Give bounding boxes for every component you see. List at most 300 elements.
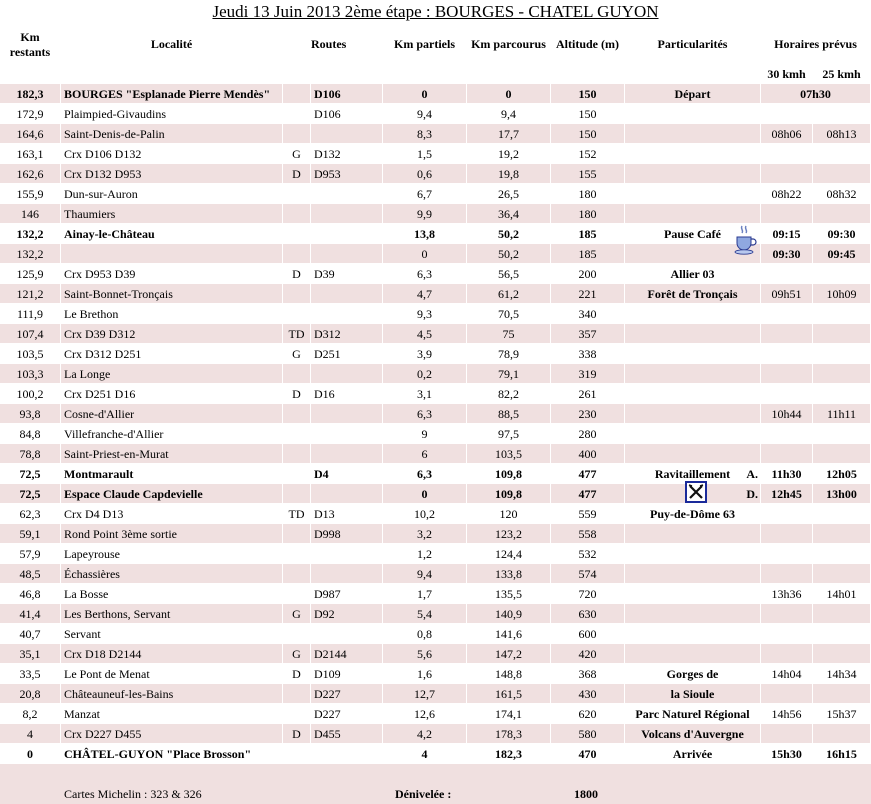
km-restants-cell: 146 [0,204,61,224]
localite-cell: Villefranche-d'Allier [61,424,283,444]
localite-cell: La Longe [61,364,283,384]
km-partiels-cell: 4,5 [383,324,467,344]
particularites-cell [625,624,761,644]
localite-cell: Crx D953 D39 [61,264,283,284]
direction-cell [283,524,311,544]
particularites-text: Gorges de [666,666,719,681]
km-parcourus-cell: 79,1 [467,364,551,384]
table-row [0,624,871,644]
altitude-cell: 477 [551,464,625,484]
km-partiels-cell: 9,4 [383,104,467,124]
particularites-cell [625,124,761,144]
direction-cell [283,464,311,484]
table-row [0,324,871,344]
localite-cell [61,244,283,264]
horaire-25-cell: 10h09 [813,284,871,304]
table-row [0,544,871,564]
horaire-30-cell: 09h51 [761,284,813,304]
direction-cell [283,704,311,724]
table-header [0,26,871,64]
table-row [0,524,871,544]
table-row [0,604,871,624]
route-cell [311,544,383,564]
particularites-cell [625,344,761,364]
km-parcourus-cell: 61,2 [467,284,551,304]
km-parcourus-cell: 56,5 [467,264,551,284]
km-partiels-cell: 3,1 [383,384,467,404]
arrival-departure-marker: A. [746,466,758,481]
particularites-cell [625,424,761,444]
direction-cell [283,224,311,244]
km-parcourus-cell: 120 [467,504,551,524]
altitude-cell: 200 [551,264,625,284]
horaire-30-cell [761,144,813,164]
altitude-cell: 152 [551,144,625,164]
route-cell [311,204,383,224]
table-row [0,584,871,604]
km-partiels-cell: 0,2 [383,364,467,384]
header-speed-25: 25 kmh [813,64,871,84]
km-restants-cell: 57,9 [0,544,61,564]
localite-cell: Crx D132 D953 [61,164,283,184]
localite-cell: Ainay-le-Château [61,224,283,244]
km-restants-cell: 155,9 [0,184,61,204]
direction-cell [283,284,311,304]
horaire-25-cell: 15h37 [813,704,871,724]
table-row [0,404,871,424]
particularites-text: Pause Café [664,226,721,241]
altitude-cell: 720 [551,584,625,604]
km-partiels-cell: 9,4 [383,564,467,584]
altitude-cell: 319 [551,364,625,384]
table-row [0,364,871,384]
route-cell: D106 [311,84,383,104]
localite-cell: Espace Claude Capdevielle [61,484,283,504]
horaire-25-cell: 11h11 [813,404,871,424]
route-cell [311,484,383,504]
km-parcourus-cell: 147,2 [467,644,551,664]
particularites-cell [625,84,761,104]
table-row [0,484,871,504]
direction-cell [283,424,311,444]
horaire-30-cell [761,724,813,744]
km-partiels-cell: 9,9 [383,204,467,224]
km-partiels-cell: 4 [383,744,467,764]
route-cell: D987 [311,584,383,604]
direction-cell: D [283,664,311,684]
km-parcourus-cell: 78,9 [467,344,551,364]
localite-cell: Saint-Denis-de-Palin [61,124,283,144]
direction-cell: G [283,644,311,664]
localite-cell: Saint-Bonnet-Tronçais [61,284,283,304]
localite-cell: Les Berthons, Servant [61,604,283,624]
particularites-cell [625,604,761,624]
localite-cell: Crx D106 D132 [61,144,283,164]
header-localite: Localité [61,26,283,64]
horaire-25-cell: 09:45 [813,244,871,264]
km-partiels-cell: 1,6 [383,664,467,684]
direction-cell [283,304,311,324]
localite-cell: Crx D4 D13 [61,504,283,524]
km-restants-cell: 162,6 [0,164,61,184]
table-row [0,424,871,444]
altitude-cell: 150 [551,124,625,144]
altitude-cell: 368 [551,664,625,684]
localite-cell: Échassières [61,564,283,584]
particularites-cell [625,744,761,764]
altitude-cell: 357 [551,324,625,344]
km-parcourus-cell: 70,5 [467,304,551,324]
km-partiels-cell: 12,6 [383,704,467,724]
horaire-30-cell [761,564,813,584]
particularites-text: la Sioule [670,686,715,701]
localite-cell: Crx D227 D455 [61,724,283,744]
km-restants-cell: 20,8 [0,684,61,704]
route-cell: D16 [311,384,383,404]
km-parcourus-cell: 148,8 [467,664,551,684]
km-parcourus-cell: 109,8 [467,484,551,504]
localite-cell: Saint-Priest-en-Murat [61,444,283,464]
horaire-25-cell [813,264,871,284]
table-row [0,264,871,284]
route-cell [311,564,383,584]
altitude-cell: 558 [551,524,625,544]
altitude-cell: 430 [551,684,625,704]
horaire-25-cell [813,544,871,564]
km-restants-cell: 132,2 [0,244,61,264]
direction-cell [283,364,311,384]
localite-cell: Montmarault [61,464,283,484]
horaire-25-cell [813,644,871,664]
altitude-cell: 574 [551,564,625,584]
particularites-cell [625,444,761,464]
km-restants-cell: 132,2 [0,224,61,244]
km-restants-cell: 35,1 [0,644,61,664]
direction-cell: G [283,344,311,364]
km-partiels-cell: 6,3 [383,464,467,484]
header-km-restants: Km restants [0,26,61,64]
particularites-cell [625,504,761,524]
route-cell [311,744,383,764]
particularites-cell [625,664,761,684]
denivele-value: 1800 [574,787,598,801]
particularites-cell [625,564,761,584]
altitude-cell: 280 [551,424,625,444]
direction-cell: D [283,384,311,404]
horaire-25-cell [813,624,871,644]
direction-cell [283,124,311,144]
particularites-cell [625,684,761,704]
particularites-cell [625,304,761,324]
table-subheader [0,64,871,84]
localite-cell: Lapeyrouse [61,544,283,564]
altitude-cell: 185 [551,224,625,244]
route-cell [311,124,383,144]
localite-cell: Dun-sur-Auron [61,184,283,204]
maps-reference: Cartes Michelin : 323 & 326 [64,787,202,801]
horaire-30-cell [761,544,813,564]
horaire-25-cell: 09:30 [813,224,871,244]
altitude-cell: 261 [551,384,625,404]
altitude-cell: 420 [551,644,625,664]
horaire-30-cell: 15h30 [761,744,813,764]
table-row [0,304,871,324]
arrival-departure-marker: D. [746,486,758,501]
horaire-30-cell [761,624,813,644]
route-cell: D4 [311,464,383,484]
particularites-text: Ravitaillement [654,466,731,481]
localite-cell: Manzat [61,704,283,724]
header-km-partiels: Km partiels [383,26,467,64]
km-parcourus-cell: 50,2 [467,244,551,264]
altitude-cell: 150 [551,104,625,124]
route-cell: D251 [311,344,383,364]
particularites-text: Arrivée [672,746,713,761]
altitude-cell: 185 [551,244,625,264]
altitude-cell: 559 [551,504,625,524]
route-cell: D109 [311,664,383,684]
altitude-cell: 180 [551,184,625,204]
direction-cell: G [283,144,311,164]
table-row [0,124,871,144]
table-row [0,444,871,464]
direction-cell [283,564,311,584]
table-row [0,164,871,184]
horaire-30-cell [761,644,813,664]
route-cell: D39 [311,264,383,284]
km-restants-cell: 163,1 [0,144,61,164]
km-restants-cell: 125,9 [0,264,61,284]
altitude-cell: 221 [551,284,625,304]
table-row [0,284,871,304]
localite-cell: Crx D39 D312 [61,324,283,344]
table-row [0,184,871,204]
horaire-25-cell: 08h32 [813,184,871,204]
table-row [0,744,871,764]
particularites-cell [625,644,761,664]
km-restants-cell: 182,3 [0,84,61,104]
horaire-30-cell [761,324,813,344]
horaire-25-cell: 14h34 [813,664,871,684]
horaire-25-cell [813,304,871,324]
header-horaires: Horaires prévus [761,26,871,64]
km-restants-cell: 8,2 [0,704,61,724]
localite-cell: BOURGES "Esplanade Pierre Mendès" [61,84,283,104]
route-cell: D953 [311,164,383,184]
table-row [0,224,871,244]
km-partiels-cell: 9 [383,424,467,444]
fork-knife-icon [685,481,707,503]
route-cell: D227 [311,684,383,704]
km-parcourus-cell: 9,4 [467,104,551,124]
particularites-cell [625,584,761,604]
particularites-cell [625,144,761,164]
km-parcourus-cell: 124,4 [467,544,551,564]
km-partiels-cell: 6 [383,444,467,464]
km-parcourus-cell: 26,5 [467,184,551,204]
localite-cell: Thaumiers [61,204,283,224]
horaire-30-cell: 14h04 [761,664,813,684]
table-row [0,564,871,584]
km-partiels-cell: 6,7 [383,184,467,204]
table-row [0,724,871,744]
km-parcourus-cell: 161,5 [467,684,551,704]
direction-cell: D [283,724,311,744]
localite-cell: Servant [61,624,283,644]
direction-cell [283,484,311,504]
km-restants-cell: 62,3 [0,504,61,524]
table-row [0,504,871,524]
table-row [0,144,871,164]
direction-cell: TD [283,324,311,344]
km-parcourus-cell: 174,1 [467,704,551,724]
route-table [0,26,871,804]
km-partiels-cell: 0 [383,84,467,104]
localite-cell: Le Brethon [61,304,283,324]
coffee-cup-icon [733,224,757,256]
direction-cell [283,244,311,264]
table-row [0,464,871,484]
horaire-25-cell [813,444,871,464]
km-parcourus-cell: 178,3 [467,724,551,744]
route-cell: D998 [311,524,383,544]
direction-cell [283,204,311,224]
km-parcourus-cell: 141,6 [467,624,551,644]
horaire-30-cell [761,204,813,224]
particularites-cell [625,524,761,544]
km-partiels-cell: 1,2 [383,544,467,564]
km-partiels-cell: 10,2 [383,504,467,524]
subheader-blank [0,64,61,84]
localite-cell: Rond Point 3ème sortie [61,524,283,544]
horaire-30-cell [761,164,813,184]
km-restants-cell: 93,8 [0,404,61,424]
direction-cell [283,684,311,704]
route-cell: D2144 [311,644,383,664]
direction-cell: TD [283,504,311,524]
horaire-30-cell: 08h22 [761,184,813,204]
km-restants-cell: 40,7 [0,624,61,644]
km-parcourus-cell: 123,2 [467,524,551,544]
particularites-cell [625,704,761,724]
km-parcourus-cell: 19,2 [467,144,551,164]
altitude-cell: 620 [551,704,625,724]
particularites-text: Forêt de Tronçais [647,286,738,301]
km-partiels-cell: 1,7 [383,584,467,604]
horaire-25-cell [813,524,871,544]
km-parcourus-cell: 97,5 [467,424,551,444]
horaire-25-cell: 14h01 [813,584,871,604]
km-restants-cell: 103,5 [0,344,61,364]
particularites-cell [625,384,761,404]
horaire-30-cell [761,424,813,444]
horaire-30-cell [761,104,813,124]
km-restants-cell: 78,8 [0,444,61,464]
route-cell [311,444,383,464]
altitude-cell: 338 [551,344,625,364]
altitude-cell: 600 [551,624,625,644]
horaire-30-cell: 09:30 [761,244,813,264]
km-parcourus-cell: 109,8 [467,464,551,484]
km-parcourus-cell: 133,8 [467,564,551,584]
km-restants-cell: 41,4 [0,604,61,624]
horaire-30-cell: 13h36 [761,584,813,604]
table-row [0,344,871,364]
direction-cell [283,444,311,464]
localite-cell: Le Pont de Menat [61,664,283,684]
km-partiels-cell: 9,3 [383,304,467,324]
horaire-30-cell: 11h30 [761,464,813,484]
horaire-25-cell [813,164,871,184]
particularites-cell [625,204,761,224]
localite-cell: Crx D312 D251 [61,344,283,364]
header-direction [283,26,311,64]
route-cell: D13 [311,504,383,524]
route-cell: D132 [311,144,383,164]
km-restants-cell: 46,8 [0,584,61,604]
route-cell [311,284,383,304]
route-cell [311,624,383,644]
km-partiels-cell: 4,7 [383,284,467,304]
km-restants-cell: 103,3 [0,364,61,384]
localite-cell: Cosne-d'Allier [61,404,283,424]
direction-cell: D [283,264,311,284]
horaire-30-cell [761,604,813,624]
route-cell: D227 [311,704,383,724]
km-partiels-cell: 0,8 [383,624,467,644]
direction-cell [283,104,311,124]
horaire-25-cell [813,104,871,124]
denivele-label: Dénivelée : [395,787,452,801]
horaire-25-cell [813,684,871,704]
particularites-cell [625,164,761,184]
particularites-text: Allier 03 [670,266,715,281]
particularites-text: Départ [674,86,711,101]
km-partiels-cell: 5,4 [383,604,467,624]
route-cell [311,304,383,324]
km-restants-cell: 0 [0,744,61,764]
altitude-cell: 532 [551,544,625,564]
horaire-25-cell [813,504,871,524]
km-restants-cell: 59,1 [0,524,61,544]
horaire-30-cell [761,524,813,544]
localite-cell: Crx D251 D16 [61,384,283,404]
direction-cell [283,584,311,604]
horaire-30-cell [761,504,813,524]
altitude-cell: 477 [551,484,625,504]
horaire-30-cell: 08h06 [761,124,813,144]
horaire-25-cell [813,324,871,344]
particularites-cell [625,264,761,284]
table-row [0,684,871,704]
localite-cell: Plaimpied-Givaudins [61,104,283,124]
header-altitude: Altitude (m) [551,26,625,64]
km-restants-cell: 107,4 [0,324,61,344]
table-row [0,704,871,724]
altitude-cell: 155 [551,164,625,184]
table-row [0,204,871,224]
horaire-25-cell: 12h05 [813,464,871,484]
km-parcourus-cell: 36,4 [467,204,551,224]
km-parcourus-cell: 103,5 [467,444,551,464]
header-km-parcourus: Km parcourus [467,26,551,64]
horaire-25-cell: 08h13 [813,124,871,144]
km-parcourus-cell: 50,2 [467,224,551,244]
localite-cell: La Bosse [61,584,283,604]
km-restants-cell: 164,6 [0,124,61,144]
route-cell: D106 [311,104,383,124]
km-parcourus-cell: 75 [467,324,551,344]
